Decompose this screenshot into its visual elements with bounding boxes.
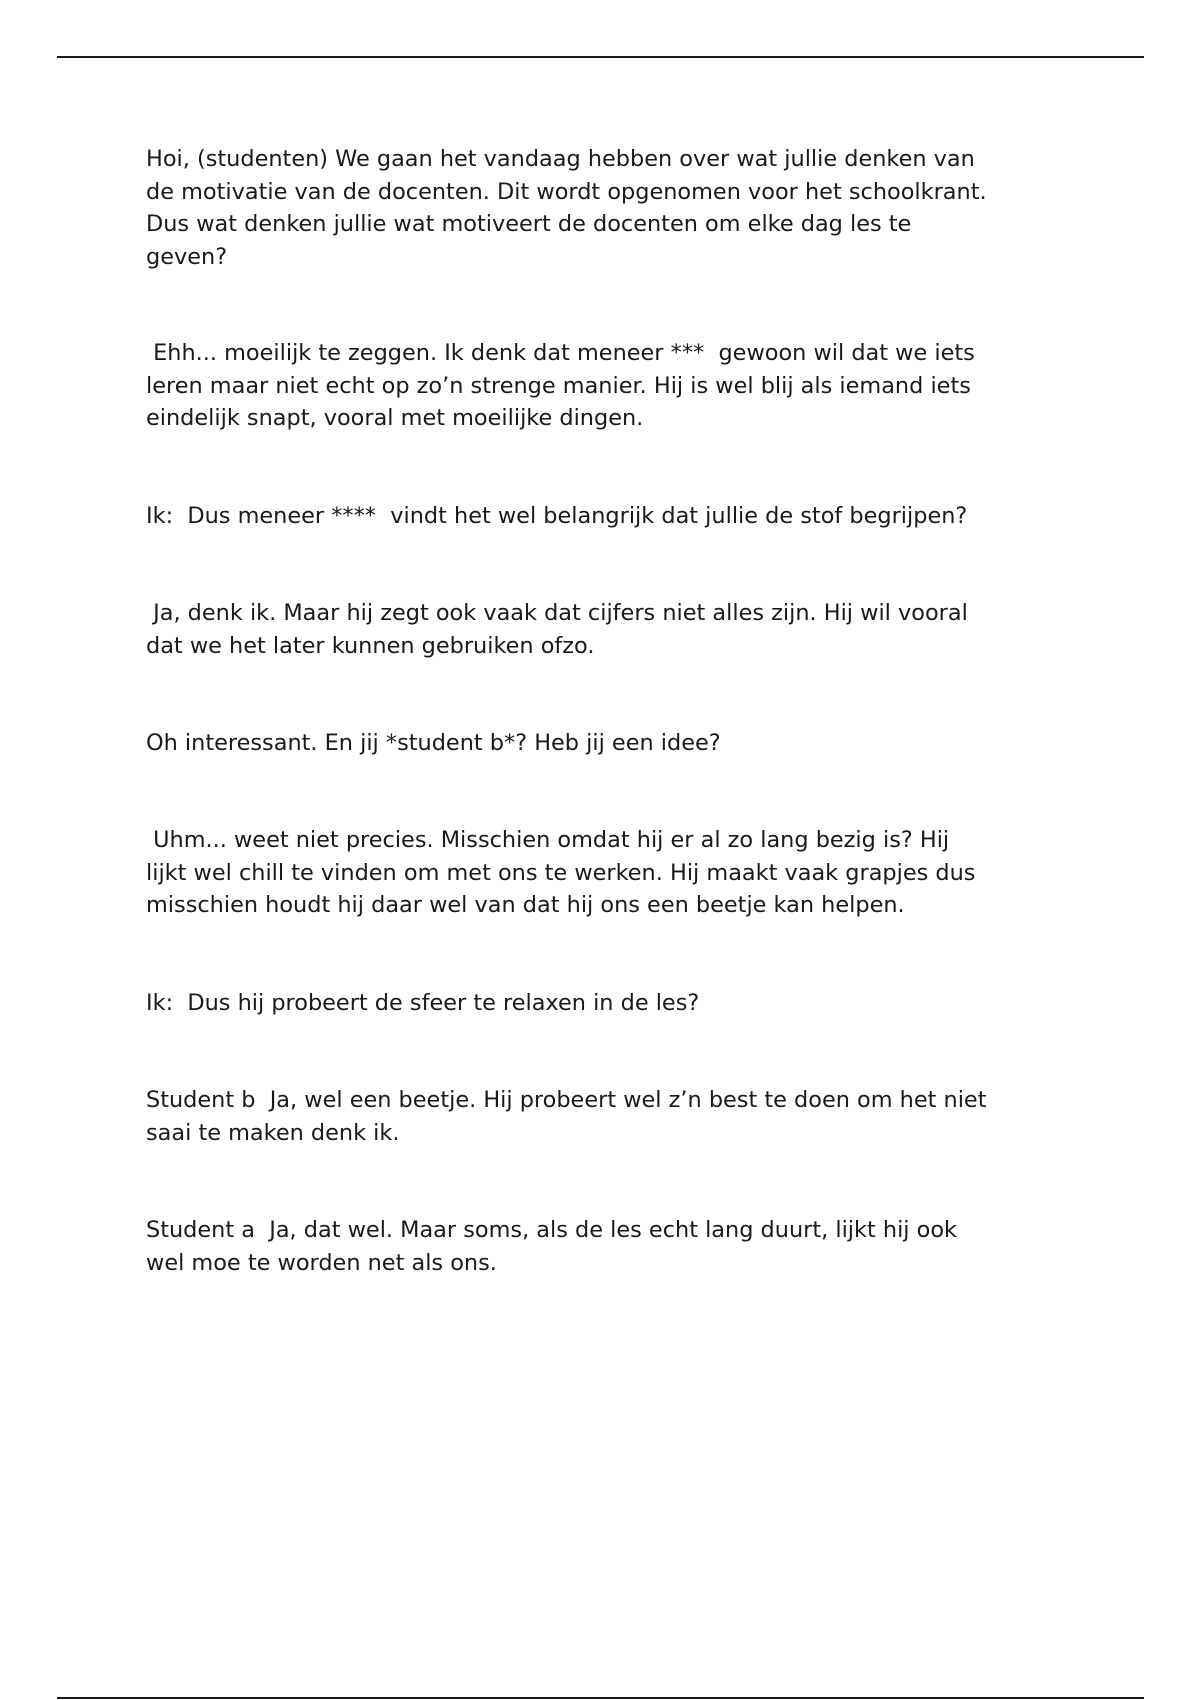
paragraph-question-4: Ik: Dus hij probeert de sfeer te relaxen in de les? xyxy=(146,990,700,1016)
paragraph-answer-2: Ja, denk ik. Maar hij zegt ook vaak dat cijfers niet alles zijn. Hij wil vooral dat we het later kunnen gebruiken ofzo. xyxy=(146,600,968,659)
paragraph-intro-question: Hoi, (studenten) We gaan het vandaag hebben over wat jullie denken van de motivatie van de docenten. Dit wordt opgenomen voor het schoolkrant. Dus wat denken jullie wat motiveert de docenten om elke dag les te geven? xyxy=(146,146,987,270)
top-divider xyxy=(57,56,1144,58)
paragraph-answer-3: Uhm... weet niet precies. Misschien omdat hij er al zo lang bezig is? Hij lijkt wel chill te vinden om met ons te werken. Hij maakt vaak grapjes dus misschien houdt hij daar wel van dat hij ons een beetje kan helpen. xyxy=(146,827,976,919)
paragraph-answer-student-b: Student b Ja, wel een beetje. Hij probeert wel z’n best te doen om het niet saai te maken denk ik. xyxy=(146,1087,987,1146)
paragraph-answer-1: Ehh... moeilijk te zeggen. Ik denk dat meneer *** gewoon wil dat we iets leren maar niet echt op zo’n strenge manier. Hij is wel blij als iemand iets eindelijk snapt, vooral met moeilijke dingen. xyxy=(146,340,975,432)
paragraph-question-2: Ik: Dus meneer **** vindt het wel belangrijk dat jullie de stof begrijpen? xyxy=(146,503,968,529)
bottom-divider xyxy=(57,1697,1144,1699)
paragraph-question-3: Oh interessant. En jij *student b*? Heb jij een idee? xyxy=(146,730,721,756)
paragraph-answer-student-a: Student a Ja, dat wel. Maar soms, als de les echt lang duurt, lijkt hij ook wel moe te worden net als ons. xyxy=(146,1217,958,1276)
